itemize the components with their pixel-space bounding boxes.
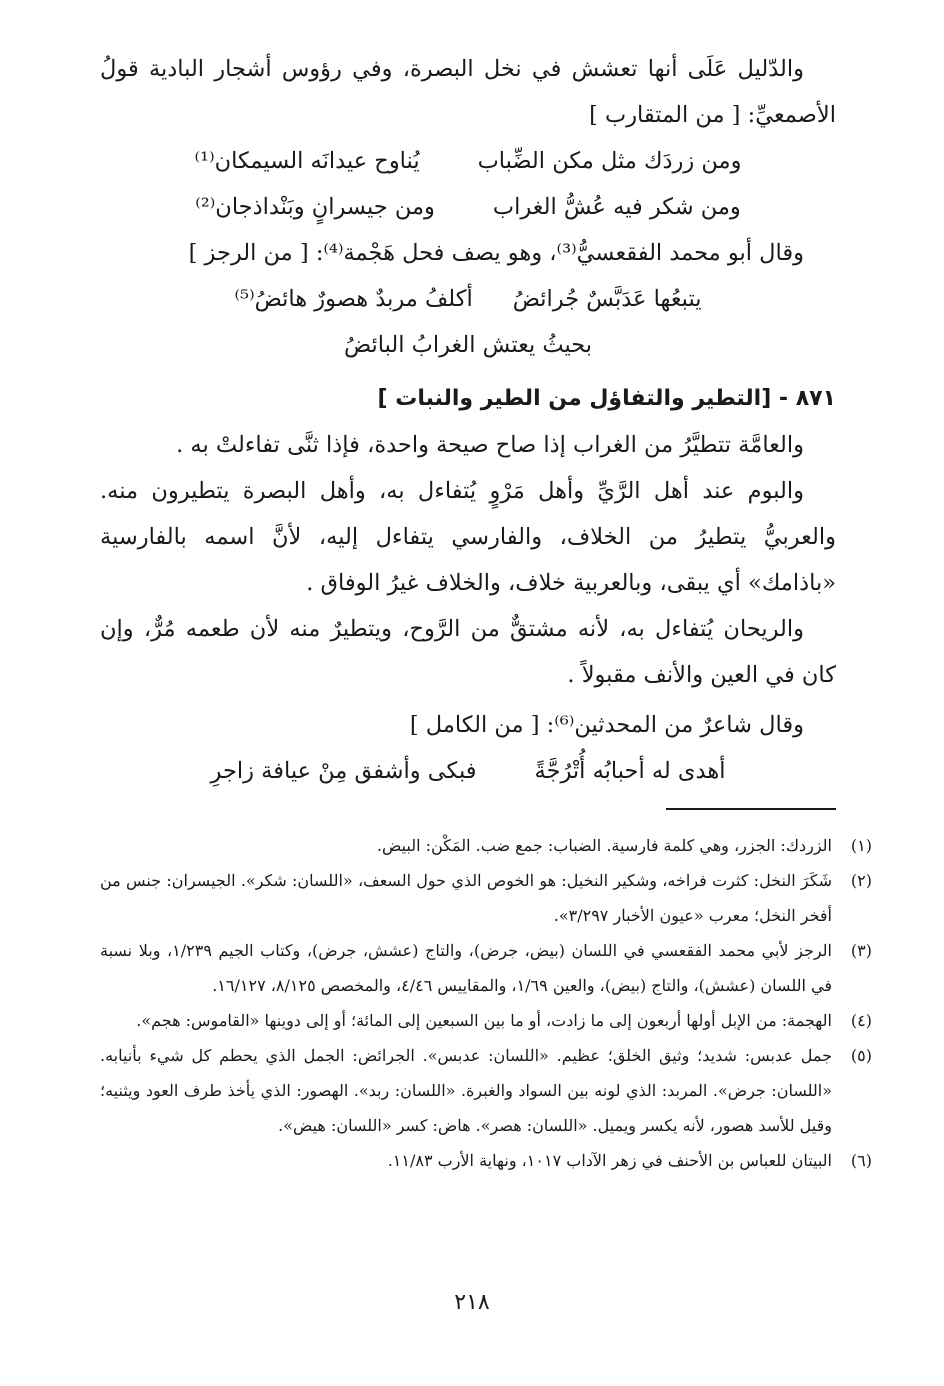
footnote xyxy=(100,1003,872,1038)
footnote-separator xyxy=(666,808,836,810)
footnote-text: الرجز لأبي محمد الفقعسي في اللسان (بيض، جرض)، والتاج (عشش، جرض)، وكتاب الجيم ١/٢٣٩، وبلا نسبة في اللسان (عشش)، والتاج (بيض)، والعين ١/٦٩، والمقاييس ٤/٤٦، والمخصص ٨/١٢٥، ١٦/١٢٧. xyxy=(100,941,832,995)
footnote-number: (٤) xyxy=(850,1011,872,1030)
paragraph: والعامَّة تتطيَّرُ من الغراب إذا صاح صيحة واحدة، فإذا ثنَّى تفاءلتْ به . xyxy=(176,432,804,458)
footnote-text: شَكَرَ النخل: كثرت فراخه، وشكير النخيل: هو الخوص الذي حول السعف، «اللسان: شكر». الجيسران: جنس من أفخر النخل؛ معرب «عيون الأخبار ٣/٢٩٧». xyxy=(100,871,832,925)
paragraph: والبوم عند أهل الرَّيِّ وأهل مَرْوٍ يُتفاءل به، وأهل البصرة يتطيرون منه. والعربيُّ يتطيرُ من الخلاف، والفارسي يتفاءل إليه، لأنَّ اسمه بالفارسية «باذامك» أي يبقى، وبالعربية خلاف، والخلاف غيرُ الوفاق . xyxy=(100,478,836,596)
footnote-number: (٦) xyxy=(850,1151,872,1170)
footnote-text: الهجمة: من الإبل أولها أربعون إلى ما زادت، أو ما بين السبعين إلى المائة؛ أو إلى دوينها «القاموس: هجم». xyxy=(136,1011,832,1030)
footnotes xyxy=(100,828,872,1178)
footnote-number: (٥) xyxy=(850,1046,872,1065)
rajaz-verse: بحيثُ يعتش الغرابُ البائضُ xyxy=(343,332,593,358)
verse-first-hemistich: يتبعُها عَدَبَّسٌ جُرائضُ xyxy=(512,286,702,312)
footnote-number: (١) xyxy=(850,836,872,855)
footnote-text: جمل عدبس: شديد؛ وثيق الخلق؛ عظيم. «اللسان: عدبس». الجرائض: الجمل الذي يحطم كل شيء بأنيابه. «اللسان: جرض». المربد: الذي لونه بين السواد والغبرة. «اللسان: ربد». الهصور: الذي يأخذ طرف العود ويثنيه؛ وقيل للأسد هصور، لأنه يكسر ويميل. «اللسان: هصر». هاض: كسر «اللسان: هيض». xyxy=(100,1046,832,1135)
footnote-number: (٣) xyxy=(850,941,872,960)
rajaz-verse xyxy=(100,276,836,322)
footnote-text: البيتان للعباس بن الأحنف في زهر الآداب ١٠١٧، ونهاية الأرب ١١/٨٣. xyxy=(387,1151,832,1170)
page-number: ٢١٨ xyxy=(454,1290,490,1315)
verse-second-hemistich: أكلفُ مربدٌ هصورٌ هائضُ⁽⁵⁾ xyxy=(234,286,473,312)
footnote-number: (٢) xyxy=(850,871,872,890)
footnote-text: الزردك: الجزر، وهي كلمة فارسية. الضباب: جمع ضب. المَكْن: البيض. xyxy=(376,836,832,855)
footnote xyxy=(100,863,872,933)
footnote xyxy=(100,828,872,863)
verse-second-hemistich: فبكى وأشفق مِنْ عيافة زاجرِ xyxy=(210,758,477,784)
verse-first-hemistich: ومن شكر فيه عُشُّ الغراب xyxy=(492,194,741,220)
verse-first-hemistich: أهدى له أحبابُه أُتْرُجَّةً xyxy=(534,758,726,784)
verse-first-hemistich: ومن زردَك مثل مكن الضِّباب xyxy=(477,148,742,174)
verse-second-hemistich: ومن جيسرانٍ وبَنْداذجان⁽²⁾ xyxy=(195,194,435,220)
poem-verse xyxy=(100,748,836,794)
main-text xyxy=(100,46,836,794)
section-heading: ٨٧١ - [التطير والتفاؤل من الطير والنبات ] xyxy=(377,386,836,411)
paragraph: والريحان يُتفاءل به، لأنه مشتقٌّ من الرَّوح، ويتطيرٌ منه لأن طعمه مُرٌّ، وإن كان في العين والأنف مقبولاً . xyxy=(100,616,836,688)
paragraph: وقال أبو محمد الفقعسيُّ⁽³⁾، وهو يصف فحل هَجْمة⁽⁴⁾: [ من الرجز ] xyxy=(188,240,804,266)
paragraph: والدّليل عَلَى أنها تعشش في نخل البصرة، وفي رؤوس أشجار البادية قولُ الأصمعيِّ: [ من المتقارب ] xyxy=(100,56,836,128)
paragraph: وقال شاعرٌ من المحدثين⁽⁶⁾: [ من الكامل ] xyxy=(409,712,804,738)
verse-second-hemistich: يُناوح عيدانَه السيمكان⁽¹⁾ xyxy=(194,148,420,174)
poem-verse xyxy=(100,184,836,230)
footnote xyxy=(100,1143,872,1178)
poem-verse xyxy=(100,138,836,184)
footnote xyxy=(100,1038,872,1143)
footnote xyxy=(100,933,872,1003)
